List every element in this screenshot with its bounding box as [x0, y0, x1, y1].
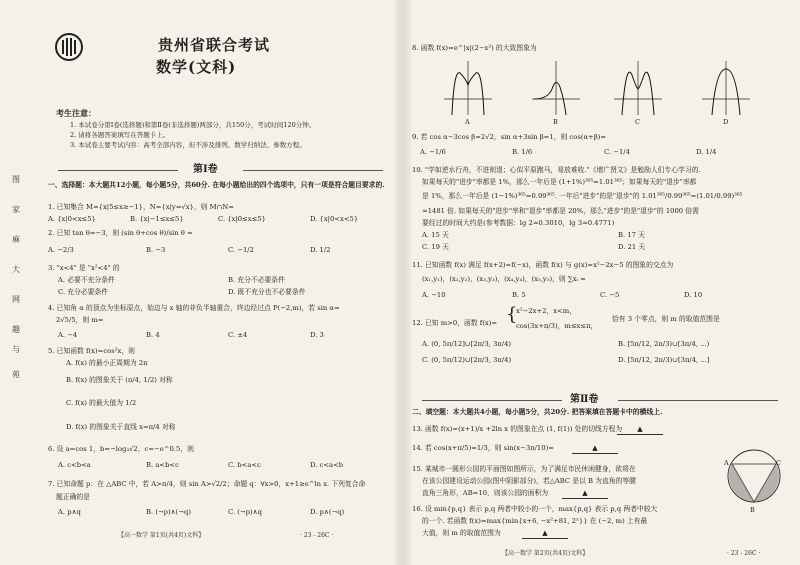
- question-14-stem: 14. 若 cos(x+π/5)=1/3，则 sin(x−3π/10)=: [412, 444, 554, 452]
- part1-instructions: 一、选择题：本大题共12小题，每小题5分，共60分. 在每小题给出的四个选项中，只有一项是符合题目要求的.: [48, 181, 385, 189]
- answer-marker-icon: ▲: [542, 529, 548, 537]
- page-code-right: · 23 - 26C ·: [727, 550, 761, 557]
- part2-instructions: 二、填空题：本大题共4小题，每小题5分，共20分. 把答案填在答题卡中的横线上.: [412, 408, 663, 416]
- question-1-options: [48, 215, 388, 225]
- question-16-line: 16. 设 min{p,q} 表示 p,q 两者中较小的一个，max{p,q} 表示 p,q 两者中较大: [412, 505, 658, 513]
- question-7-stem-cont: 题正确的是: [56, 493, 90, 501]
- option: C. b<a<c: [228, 461, 261, 469]
- option: B. 充分不必要条件: [228, 276, 285, 284]
- strip-char: 图: [12, 175, 20, 184]
- answer-blank-15[interactable]: [562, 489, 608, 499]
- question-5-stem: 5. 已知函数 f(x)=cos²x，则: [48, 347, 135, 355]
- left-column: [38, 14, 390, 554]
- answer-marker-icon: ▲: [582, 489, 588, 497]
- option: B. {x|−1≤x≤5}: [130, 215, 184, 223]
- question-11-line: 11. 已知函数 f(x) 满足 f(x+2)=f(−x)，函数 f(x) 与 g(x)=x²−2x−5 的图象的交点为: [412, 261, 674, 269]
- question-10-line: ≈1481 倍. 如果每天的"进步"率和"退步"率都是 20%，那么"进步"的是"退步"的 1000 倍需: [422, 207, 699, 215]
- question-10-line: 如果每天的"进步"率都是 1%，那么一年后是 (1+1%)³⁶⁵=1.01³⁶⁵；如果每天的"退步"率都: [422, 178, 697, 186]
- option: D. p∧(¬q): [310, 508, 345, 516]
- strip-char: 网: [12, 295, 20, 304]
- option: C. −5: [600, 291, 620, 299]
- option: A. c<b<a: [58, 461, 91, 469]
- graph-d: [700, 59, 752, 117]
- graph-label: C: [635, 118, 640, 126]
- graph-label: A: [465, 118, 470, 126]
- figure-label: B: [750, 506, 755, 514]
- exam-logo-icon: [54, 32, 84, 62]
- question-12-tail: 恰有 3 个零点，则 m 的取值范围是: [612, 315, 720, 323]
- option: D. 1/4: [696, 148, 717, 156]
- question-12-case1: x²−2x+2，x<m，: [516, 307, 576, 315]
- page-fold: [395, 0, 411, 565]
- option: B. (¬p)∧(¬q): [146, 508, 191, 516]
- figure-label: A: [724, 459, 729, 467]
- option: A. −1/6: [420, 148, 446, 156]
- question-6-options: [48, 461, 388, 471]
- option: C. −1/2: [228, 246, 254, 254]
- section-rule: [422, 400, 562, 401]
- page-footer-left: 【高一数学 第1页(共4页)文科】: [118, 532, 205, 539]
- option: D. f(x) 的图象关于直线 x=π/4 对称: [66, 423, 176, 431]
- option: A. 15 天: [422, 231, 449, 239]
- question-3-stem: 3. "x<4" 是 "x²<4" 的: [48, 264, 120, 272]
- question-13-stem: 13. 函数 f(x)=(x+1)/x +2ln x 的图象在点 (1, f(1)) 处的切线方程为: [412, 425, 623, 433]
- question-11-line: (x₁,y₁)，(x₂,y₂)，(x₃,y₃)，(x₄,y₄)，(x₅,y₅)，则 ∑xᵢ =: [422, 275, 586, 283]
- question-16-line: 的一个. 若函数 f(x)=max{min{x+6, −x²+81, 2ˣ}} 在 (−2, m) 上有最: [422, 517, 648, 525]
- option: B. 4: [146, 331, 160, 339]
- option: C. 充分必要条件: [58, 288, 109, 296]
- question-9-stem: 9. 若 cos α−3cos β=2√2，sin α+3sin β=1，则 cos(α+β)=: [412, 133, 607, 141]
- option: D. 10: [684, 291, 703, 299]
- question-6-stem: 6. 设 a=cos 1，b=−log₃√2，c=−e^0.5，则: [48, 445, 194, 453]
- option: C. f(x) 的最大值为 1/2: [66, 399, 137, 407]
- question-11-options: [422, 291, 782, 301]
- answer-marker-icon: ▲: [637, 425, 643, 433]
- option: B. 5: [512, 291, 526, 299]
- question-9-options: [420, 148, 780, 158]
- option: D. {x|0<x<5}: [310, 215, 359, 223]
- option: C. 19 天: [422, 243, 449, 251]
- option: D. 3: [310, 331, 324, 339]
- option: B. f(x) 的图象关于 (π/4, 1/2) 对称: [66, 376, 173, 384]
- option: A. −10: [422, 291, 446, 299]
- answer-blank-14[interactable]: [572, 444, 618, 454]
- option: C. (0, 5π/12)∪[2π/3, 3π/4): [422, 356, 512, 364]
- option: A. −4: [58, 331, 78, 339]
- option: A. (0, 5π/12]∪[2π/3, 3π/4): [422, 340, 512, 348]
- option: B. 17 天: [618, 231, 645, 239]
- section-rule: [618, 400, 778, 401]
- strip-char: 麻: [12, 235, 20, 244]
- question-8-stem: 8. 函数 f(x)=e^|x|(2−x²) 的大致图象为: [412, 44, 537, 52]
- brace-icon: {: [506, 304, 518, 325]
- graph-b: [530, 59, 582, 117]
- notice-line: 2. 请将各题答案填写在答题卡上。: [70, 131, 170, 140]
- option: D. 21 天: [618, 243, 646, 251]
- question-4-stem-cont: 2√5/5，则 m=: [56, 316, 104, 324]
- question-1-stem: 1. 已知集合 M={x|5≤x≥−1}，N={x|y=√x}，则 M∩N=: [48, 203, 234, 211]
- page-footer-right: 【高一数学 第2页(共4页)文科】: [502, 550, 589, 557]
- exam-subject: 数学(文科): [156, 58, 237, 76]
- graph-label: D: [723, 118, 729, 126]
- notice-line: 3. 本试卷主要考试内容：高考全部内容，但不涉及排列、数学归纳法、参数方程。: [70, 141, 306, 150]
- strip-char: 大: [12, 265, 20, 274]
- question-10-line: 10. "学如逆水行舟，不进则退；心似平原跑马，易放难收."《增广贤文》是勉励人们专心学习的.: [412, 166, 701, 174]
- section-rule: [243, 170, 383, 171]
- answer-blank-13[interactable]: [617, 425, 663, 435]
- question-2-options: [48, 246, 388, 256]
- notice-box: [56, 108, 386, 151]
- option: D. 既不充分也不必要条件: [228, 288, 306, 296]
- question-12-case2: cos(3x+π/3)，m≤x≤π，: [516, 322, 598, 330]
- option: A. −2/3: [48, 246, 74, 254]
- figure-label: C: [776, 459, 781, 467]
- option: A. {x|0<x≤5}: [48, 215, 96, 223]
- question-12-lead: 12. 已知 m>0，函数 f(x)=: [412, 319, 498, 327]
- graph-label: B: [553, 118, 558, 126]
- option: D. [5π/12, 2π/3)∪[3π/4, ...]: [618, 356, 710, 364]
- option: C. ±4: [228, 331, 248, 339]
- question-12-options: [422, 340, 782, 370]
- option: B. 1/6: [512, 148, 533, 156]
- exam-title: 贵州省联合考试: [158, 36, 271, 54]
- question-7-options: [48, 508, 388, 518]
- question-3-options: [48, 276, 388, 300]
- question-4-options: [48, 331, 388, 341]
- right-column: [412, 14, 790, 557]
- option: A. f(x) 的最小正周期为 2π: [66, 359, 148, 367]
- question-10-line: 要经过的时间大约是(参考数据：lg 2≈0.3010，lg 3≈0.4771): [422, 219, 615, 227]
- park-circle-figure: [724, 446, 784, 508]
- part2-title: 第Ⅱ卷: [570, 394, 599, 405]
- option: C. −1/4: [604, 148, 630, 156]
- option: B. a<b<c: [146, 461, 179, 469]
- answer-blank-16[interactable]: [522, 529, 568, 539]
- question-7-stem: 7. 已知命题 p：在 △ABC 中，若 A>π/4，则 sin A>√2/2；命题 q：∀x>0，x+1≥e^ln x. 下列复合命: [48, 480, 366, 488]
- question-15-line: 在该公园建设运动公园(图中阴影部分)，若△ABC 是以 B 为直角的等腰: [422, 477, 636, 485]
- option: A. 必要不充分条件: [58, 276, 115, 284]
- section-rule: [58, 170, 178, 171]
- binding-strip: [8, 175, 26, 385]
- answer-marker-icon: ▲: [592, 444, 598, 452]
- part1-title: 第Ⅰ卷: [193, 164, 218, 175]
- question-15-line: 15. 某城市一圆形公园的平面图如图所示，为了满足市民休闲健身，欲将在: [412, 465, 636, 473]
- option: B. [5π/12, 2π/3)∪[3π/4, ...): [618, 340, 710, 348]
- option: D. c<a<b: [310, 461, 344, 469]
- option: C. (¬p)∧q: [228, 508, 262, 516]
- question-5-options: [48, 359, 388, 439]
- strip-char: 苑: [12, 370, 20, 379]
- question-2-stem: 2. 已知 tan θ=−3，则 (sin θ+cos θ)/sin θ =: [48, 229, 193, 237]
- option: B. −3: [146, 246, 166, 254]
- page-code-left: · 23 - 26C ·: [300, 532, 334, 539]
- notice-title: 考生注意：: [56, 108, 96, 118]
- option: C. {x|0≤x≤5}: [218, 215, 266, 223]
- strip-char: 趣: [12, 325, 20, 334]
- question-10-line: 是 1%，那么一年后是 (1−1%)³⁶⁵=0.99³⁶⁵. 一年后"进步"的是"退步"的 1.01³⁶⁵/0.99³⁶⁵=(1.01/0.99)³⁶⁵: [422, 192, 743, 200]
- strip-char: 与: [12, 345, 20, 354]
- question-4-stem: 4. 已知角 α 的顶点为坐标原点，始边与 x 轴的非负半轴重合，终边经过点 P(−2,m)，若 sin α=: [48, 304, 340, 312]
- graph-c: [612, 59, 664, 117]
- notice-line: 1. 本试卷分第Ⅰ卷(选择题)和第Ⅱ卷(非选择题)两部分，共150分，考试时间120分钟。: [70, 121, 316, 129]
- option: D. 1/2: [310, 246, 331, 254]
- question-16-line: 大值，则 m 的取值范围为: [422, 529, 501, 537]
- question-10-options: [422, 231, 782, 255]
- graph-a: [442, 59, 494, 117]
- option: A. p∧q: [58, 508, 81, 516]
- strip-char: 家: [12, 205, 20, 214]
- question-15-line: 直角三角形，AB=10，则该公园的面积为: [422, 489, 549, 497]
